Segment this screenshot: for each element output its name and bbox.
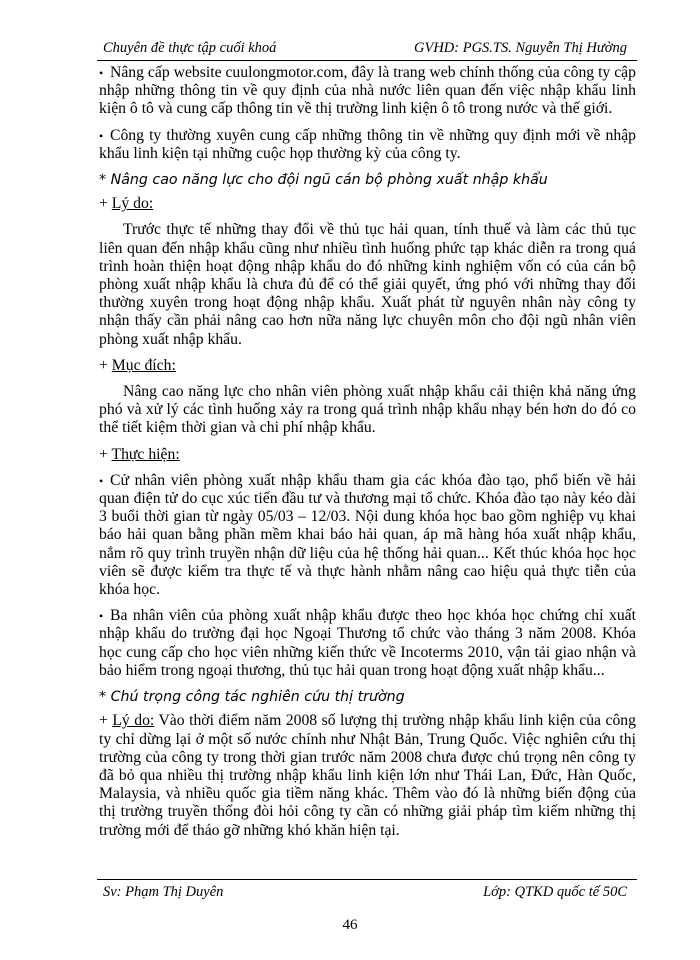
header-right: GVHD: PGS.TS. Nguyễn Thị Hường	[414, 40, 627, 56]
bullet-icon: •	[99, 609, 104, 624]
bullet-paragraph	[99, 64, 636, 119]
header-left: Chuyên đề thực tập cuối khoá	[103, 40, 277, 56]
bullet-icon: •	[99, 128, 104, 143]
section-heading: * Nâng cao năng lực cho đội ngũ cán bộ phòng xuất nhập khẩu	[99, 172, 548, 189]
bullet-icon: •	[99, 473, 104, 488]
paragraph-text: Cử nhân viên phòng xuất nhập khẩu tham gia các khóa đào tạo, phổ biến về hải quan điện tử do cục xúc tiến đầu tư và thương mại tổ chức. Khóa đào tạo này kéo dài 3 buổi thời gian từ ngày 05/03 – 12/03. Nội dung khóa học bao gồm nghiệp vụ khai báo hải quan bằng phần mềm khai báo hải quan, áp mã hàng hóa xuất nhập khẩu, nắm rõ quy trình truyền nhận dữ liệu của hệ thống hải quan... Kết thúc khóa học học viên sẽ được kiểm tra thực tế và thực hành nhằm nâng cao hiệu quả thực tiễn của khóa học.	[99, 471, 636, 599]
subheading-prefix: +	[99, 356, 112, 374]
paragraph	[99, 712, 636, 839]
bullet-paragraph	[99, 127, 636, 163]
subheading-label: Lý do:	[111, 195, 154, 213]
page-number: 46	[342, 917, 358, 933]
footer-left: Sv: Phạm Thị Duyên	[103, 884, 224, 900]
bullet-paragraph	[99, 607, 636, 680]
paragraph: Trước thực tế những thay đổi về thủ tục hải quan, tính thuế và làm các thủ tục liên quan đến nhập khẩu cũng như nhiều tình huống phức tạp khác diễn ra trong quá trình hoàn thiện hoạt động nhập khẩu do đó những kinh nghiệm vốn có của cán bộ phòng xuất nhập khẩu là chưa đủ để có thể giải quyết, ứng phó với những thay đổi thường xuyên trong hoạt động nhập khẩu. Xuất phát từ nguyên nhân này công ty nhận thấy cần phải nâng cao hơn nữa năng lực chuyên môn cho đội ngũ nhân viên phòng xuất nhập khẩu.	[99, 221, 636, 348]
subheading-label: Thực hiện:	[111, 445, 180, 463]
subheading-label: Lý do:	[112, 712, 155, 730]
paragraph: Nâng cao năng lực cho nhân viên phòng xuất nhập khẩu cải thiện khả năng ứng phó và xử lý các tình huống xảy ra trong quá trình nhập khẩu nhạy bén hơn do đó co thể tiết kiệm thời gian và chi phí nhập khẩu.	[99, 383, 636, 437]
subheading-prefix: +	[99, 712, 113, 730]
subheading-prefix: +	[99, 195, 112, 213]
footer-rule	[97, 879, 637, 880]
bullet-paragraph	[99, 472, 636, 599]
subheading-reason	[99, 195, 636, 213]
footer-right: Lớp: QTKD quốc tế 50C	[483, 884, 627, 900]
section-heading: * Chú trọng công tác nghiên cứu thị trường	[99, 689, 405, 706]
page-body	[99, 64, 636, 848]
subheading-implementation	[99, 446, 636, 464]
paragraph-text: Vào thời điểm năm 2008 số lượng thị trường nhập khẩu linh kiện của công ty chỉ dừng lại ở một số nước chính như Nhật Bản, Trung Quốc. Việc nghiên cứu thị trường của công ty trong thời gian trước năm 2008 chưa được chú trọng nên công ty đã bỏ qua nhiều thị trường nhập khẩu linh kiện lớn như Thái Lan, Đức, Hàn Quốc, Malaysia, và nhiều quốc gia tiềm năng khác. Thêm vào đó là những biến động của thị trường truyền thống đòi hỏi công ty cần có những giải pháp tìm kiếm những thị trường mới để tháo gỡ những khó khăn hiện tại.	[99, 712, 636, 839]
paragraph-text: Công ty thường xuyên cung cấp những thông tin về những quy định mới về nhập khẩu linh kiện tại những cuộc họp thường kỳ của công ty.	[99, 126, 636, 162]
subheading-purpose	[99, 357, 636, 375]
subheading-prefix: +	[99, 445, 112, 463]
subheading-label: Mục đích:	[111, 356, 176, 374]
bullet-icon: •	[99, 66, 104, 80]
paragraph-text: Ba nhân viên của phòng xuất nhập khẩu được theo học khóa học chứng chỉ xuất nhập khẩu do trường đại học Ngoại Thương tổ chức vào tháng 3 năm 2008. Khóa học cung cấp cho học viên những kiến thức về Incoterms 2010, vận tải giao nhận và bảo hiểm trong ngoại thương, thủ tục hải quan trong hoạt động xuất nhập khẩu...	[99, 607, 636, 679]
header-rule	[97, 60, 637, 61]
paragraph-text: Nâng cấp website cuulongmotor.com, đây là trang web chính thống của công ty cập nhập những thông tin về quy định của nhà nước liên quan đến việc nhập khẩu linh kiện ô tô và cung cấp thông tin về thị trường linh kiện ô tô trong nước và thế giới.	[99, 64, 636, 118]
